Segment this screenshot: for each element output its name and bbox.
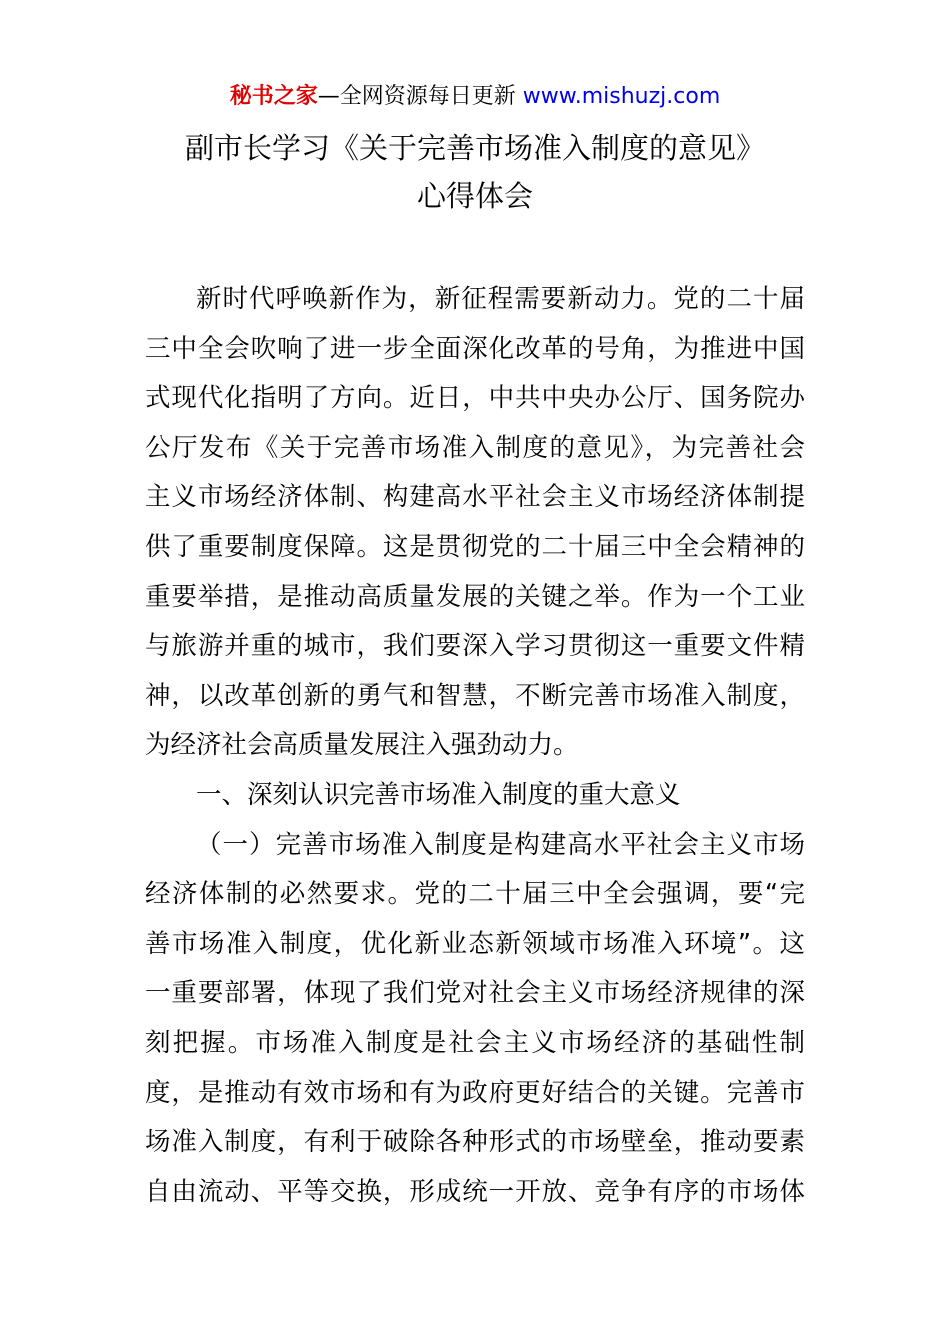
document-title	[0, 124, 950, 220]
section-heading-text: 一、深刻认识完善市场准入制度的重大意义	[196, 779, 681, 810]
title-line-1: 副市长学习《关于完善市场准入制度的意见》	[184, 131, 765, 165]
paragraph-subsection-1	[145, 821, 805, 1218]
site-url-link[interactable]: www.mishuzj.com	[522, 84, 721, 109]
text-line: 重要举措，是推动高质量发展的关键之举。作为一个工业	[145, 581, 805, 612]
site-tagline: —全网资源每日更新	[317, 84, 516, 109]
paragraph-intro	[145, 275, 805, 771]
text-line: 为经济社会高质量发展注入强劲动力。	[145, 730, 579, 761]
text-line: 与旅游并重的城市，我们要深入学习贯彻这一重要文件精	[145, 631, 805, 662]
text-line: 三中全会吹响了进一步全面深化改革的号角，为推进中国	[145, 333, 805, 364]
site-header	[0, 80, 950, 114]
text-line: 经济体制的必然要求。党的二十届三中全会强调，要“完	[145, 879, 805, 910]
text-line: 式现代化指明了方向。近日，中共中央办公厅、国务院办	[145, 383, 805, 414]
text-line: （一）完善市场准入制度是构建高水平社会主义市场	[196, 829, 805, 860]
text-line: 刻把握。市场准入制度是社会主义市场经济的基础性制	[145, 1027, 805, 1058]
title-line-2: 心得体会	[416, 179, 533, 213]
text-line: 公厅发布《关于完善市场准入制度的意见》，为完善社会	[145, 432, 805, 463]
text-line: 自由流动、平等交换，形成统一开放、竞争有序的市场体	[145, 1176, 805, 1207]
document-body	[145, 275, 805, 1217]
text-line: 善市场准入制度，优化新业态新领域市场准入环境”。这	[145, 928, 805, 959]
section-heading-1	[145, 771, 805, 821]
text-line: 神，以改革创新的勇气和智慧，不断完善市场准入制度，	[145, 680, 805, 711]
text-line: 场准入制度，有利于破除各种形式的市场壁垒，推动要素	[145, 1127, 805, 1158]
text-line: 供了重要制度保障。这是贯彻党的二十届三中全会精神的	[145, 531, 805, 562]
text-line: 主义市场经济体制、构建高水平社会主义市场经济体制提	[145, 482, 805, 513]
site-brand: 秘书之家	[229, 84, 318, 109]
text-line: 新时代呼唤新作为，新征程需要新动力。党的二十届	[196, 284, 805, 314]
text-line: 度，是推动有效市场和有为政府更好结合的关键。完善市	[145, 1077, 805, 1108]
text-line: 一重要部署，体现了我们党对社会主义市场经济规律的深	[145, 978, 805, 1009]
